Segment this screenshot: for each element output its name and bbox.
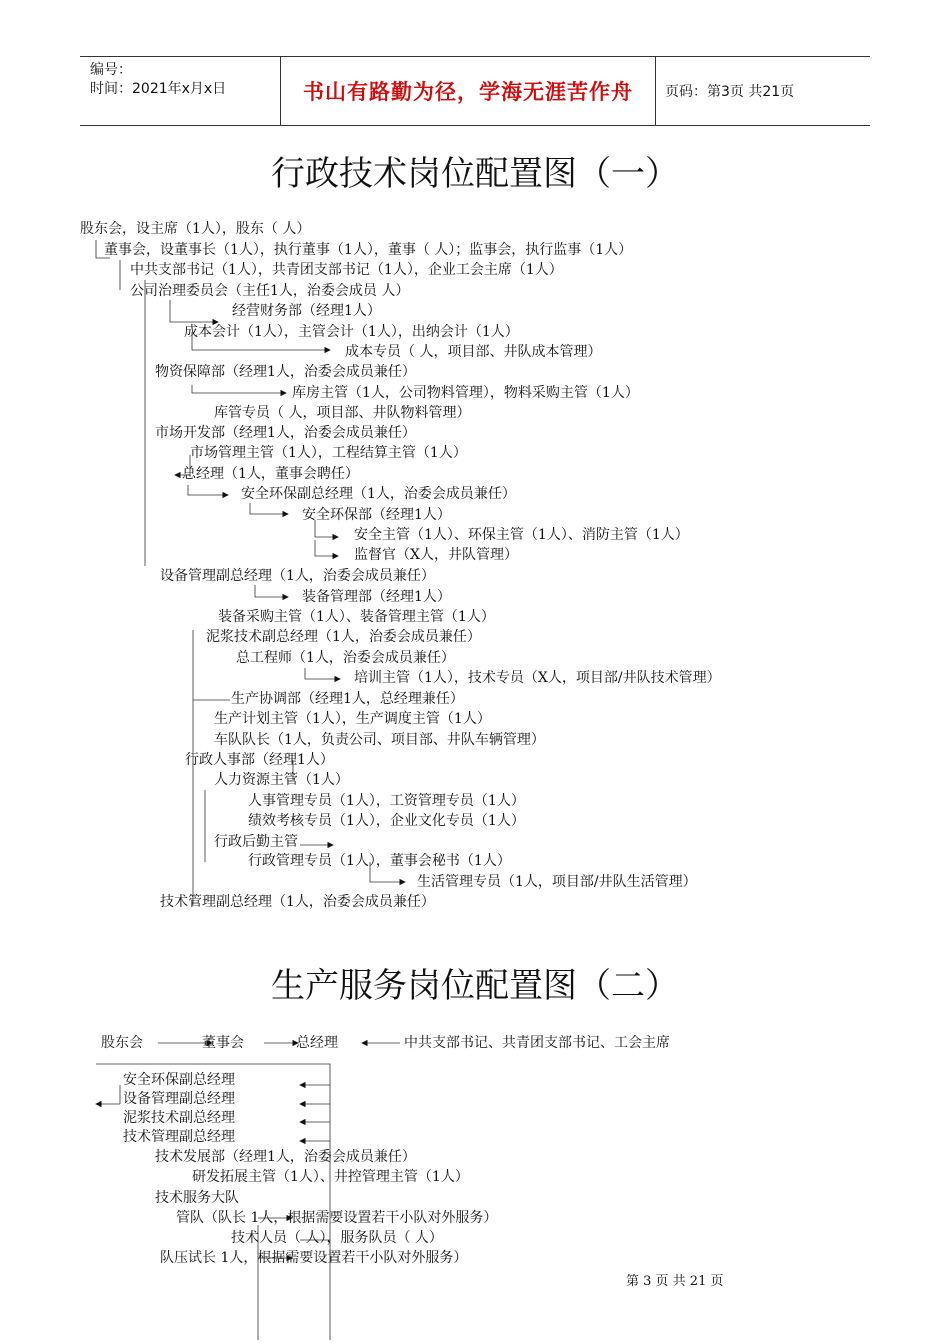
org-node-warehouse-specialist: 库管专员（ 人，项目部、井队物料管理）	[214, 405, 471, 421]
org-node-admin-specialists: 行政管理专员（1人），董事会秘书（1人）	[248, 853, 511, 869]
s2-node-board: 董事会	[202, 1035, 244, 1051]
org-node-production-dept: 生产协调部（经理1人，总经理兼任）	[231, 691, 464, 707]
header-motto-cell	[280, 57, 656, 125]
section1-title: 行政技术岗位配置图（一）	[271, 154, 679, 194]
org-node-hr-manager: 人力资源主管（1人）	[214, 772, 349, 788]
org-node-market-manager: 市场管理主管（1人），工程结算主管（1人）	[190, 445, 467, 461]
org-node-admin-hr-dept: 行政人事部（经理1人）	[185, 752, 334, 768]
org-node-life-specialist: 生活管理专员（1人，项目部/井队生活管理）	[417, 874, 697, 890]
org-node-market-dept: 市场开发部（经理1人，治委会成员兼任）	[155, 425, 416, 441]
org-node-equipment-managers: 装备采购主管（1人）、装备管理主管（1人）	[218, 609, 495, 625]
org-node-production-managers: 生产计划主管（1人），生产调度主管（1人）	[214, 711, 491, 727]
org-node-supervisors: 监督官（X人，井队管理）	[354, 547, 518, 563]
org-node-general-manager: 总经理（1人，董事会聘任）	[182, 466, 359, 482]
org-node-tech-vp: 技术管理副总经理（1人，治委会成员兼任）	[160, 894, 435, 910]
org-node-equipment-dept: 装备管理部（经理1人）	[302, 589, 451, 605]
org-node-governance-committee: 公司治理委员会（主任1人，治委会成员 人）	[130, 283, 410, 299]
s2-node-shareholders: 股东会	[101, 1035, 143, 1051]
s2-node-mud-tech-vp: 泥浆技术副总经理	[123, 1110, 235, 1126]
time-label: 时间：2021年x月x日	[90, 81, 227, 97]
org-node-safety-dept: 安全环保部（经理1人）	[302, 507, 451, 523]
header-meta	[80, 57, 280, 125]
org-node-accountants: 成本会计（1人），主管会计（1人），出纳会计（1人）	[184, 324, 519, 340]
org-node-chief-engineer: 总工程师（1人，治委会成员兼任）	[236, 650, 455, 666]
org-node-shareholders: 股东会，设主席（1人），股东（ 人）	[80, 221, 311, 237]
org-node-logistics-manager: 行政后勤主管	[214, 834, 298, 850]
org-node-warehouse-manager: 库房主管（1人，公司物料管理），物料采购主管（1人）	[292, 385, 639, 401]
org-node-fleet-captain: 车队队长（1人，负责公司、项目部、井队车辆管理）	[214, 732, 545, 748]
org-node-equipment-vp: 设备管理副总经理（1人，治委会成员兼任）	[160, 568, 435, 584]
s2-node-pressure-team: 队压试长 1人，根据需要设置若干小队对外服务）	[160, 1250, 468, 1266]
header-page-cell	[655, 57, 870, 125]
s2-node-tech-staff: 技术人员（ 人），服务队员（ 人）	[231, 1230, 443, 1246]
org-node-party-branch: 中共支部书记（1人），共青团支部书记（1人），企业工会主席（1人）	[130, 262, 563, 278]
org-node-finance-dept: 经营财务部（经理1人）	[232, 303, 381, 319]
org-node-supply-dept: 物资保障部（经理1人，治委会成员兼任）	[155, 364, 416, 380]
org-node-training-manager: 培训主管（1人），技术专员（X人，项目部/井队技术管理）	[354, 670, 721, 686]
doc-number-label: 编号：	[90, 62, 132, 78]
section2-title: 生产服务岗位配置图（二）	[271, 966, 679, 1006]
s2-node-rd-managers: 研发拓展主管（1人）、井控管理主管（1人）	[192, 1169, 469, 1185]
org-node-mud-tech-vp: 泥浆技术副总经理（1人，治委会成员兼任）	[206, 629, 481, 645]
org-node-safety-vp: 安全环保副总经理（1人，治委会成员兼任）	[241, 486, 516, 502]
org-node-hr-specialists: 人事管理专员（1人），工资管理专员（1人）	[248, 793, 525, 809]
s2-node-pipe-team: 管队（队长 1人，根据需要设置若干小队对外服务）	[176, 1210, 498, 1226]
document-header	[80, 56, 870, 126]
s2-node-equipment-vp: 设备管理副总经理	[123, 1091, 235, 1107]
header-motto: 书山有路勤为径，学海无涯苦作舟	[303, 80, 633, 104]
page-number-label: 页码：第3页 共21页	[665, 84, 795, 100]
s2-node-general-manager: 总经理	[296, 1035, 338, 1051]
org-node-board: 董事会，设董事长（1人），执行董事（1人），董事（ 人）；监事会，执行监事（1人）	[104, 242, 633, 258]
s2-node-tech-service-brigade: 技术服务大队	[155, 1190, 239, 1206]
page-footer: 第 3 页 共 21 页	[626, 1274, 724, 1289]
org-node-cost-specialist: 成本专员（ 人，项目部、井队成本管理）	[345, 344, 602, 360]
org-node-safety-managers: 安全主管（1人）、环保主管（1人）、消防主管（1人）	[354, 527, 689, 543]
s2-node-party-branch: 中共支部书记、共青团支部书记、工会主席	[404, 1035, 670, 1051]
org-node-performance-specialists: 绩效考核专员（1人），企业文化专员（1人）	[248, 813, 525, 829]
s2-node-tech-vp: 技术管理副总经理	[123, 1129, 235, 1145]
s2-node-tech-dev-dept: 技术发展部（经理1人，治委会成员兼任）	[155, 1149, 416, 1165]
s2-node-safety-vp: 安全环保副总经理	[123, 1072, 235, 1088]
